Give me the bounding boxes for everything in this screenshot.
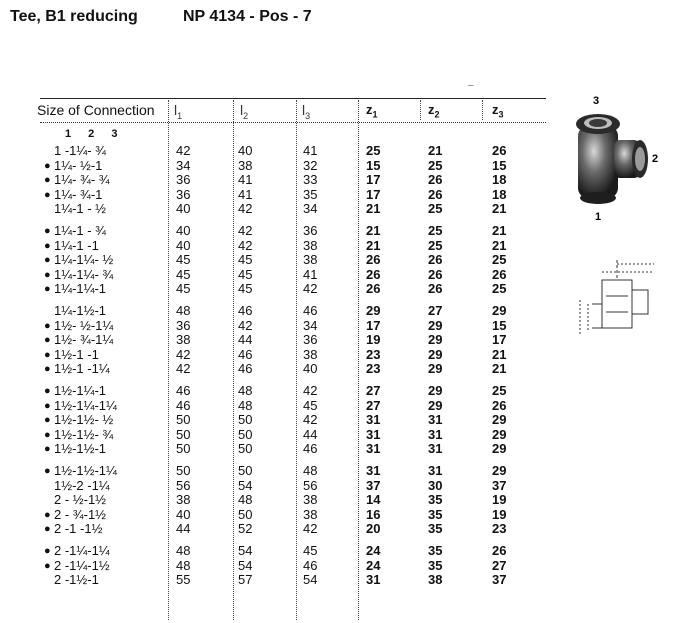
cell-l1: 40 [176, 237, 191, 253]
cell-size: 1½-1½- ½ [54, 412, 114, 428]
cell-l2: 54 [238, 557, 253, 573]
cell-l2: 46 [238, 303, 253, 318]
cell-bullet: ● [44, 268, 51, 281]
table-row [0, 224, 560, 238]
cell-l3: 46 [303, 441, 318, 457]
cell-z1: 15 [366, 157, 381, 173]
table-row [0, 282, 560, 296]
cell-bullet: ● [44, 188, 51, 201]
cell-bullet: ● [44, 334, 51, 347]
port-label-1: 1 [595, 211, 602, 223]
table-row [0, 559, 560, 573]
cell-z2: 26 [428, 172, 443, 188]
cell-size: 1¼-1¼- ½ [54, 252, 114, 268]
cell-z1: 27 [366, 397, 381, 413]
cell-l1: 44 [176, 521, 191, 537]
cell-l1: 40 [176, 223, 191, 238]
cell-z3: 37 [492, 477, 507, 493]
cell-z2: 25 [428, 237, 443, 253]
cell-z2: 21 [428, 143, 443, 158]
cell-l2: 50 [238, 426, 253, 442]
cell-l1: 40 [176, 506, 191, 522]
cell-bullet: ● [44, 508, 51, 521]
table-row [0, 268, 560, 282]
cell-l3: 45 [303, 397, 318, 413]
table-row [0, 413, 560, 427]
table-row [0, 479, 560, 493]
cell-l2: 54 [238, 477, 253, 493]
cell-l1: 36 [176, 317, 191, 333]
cell-z1: 24 [366, 557, 381, 573]
cell-l2: 50 [238, 506, 253, 522]
cell-l3: 48 [303, 463, 318, 478]
cell-l2: 50 [238, 463, 253, 478]
cell-z1: 31 [366, 426, 381, 442]
cell-z3: 29 [492, 463, 507, 478]
table-row [0, 253, 560, 267]
cell-bullet: ● [44, 399, 51, 412]
cell-size: 1¼-1½-1 [54, 303, 107, 318]
cell-size: 1¼- ¾-1 [54, 186, 103, 202]
cell-l1: 48 [176, 557, 191, 573]
cell-l2: 50 [238, 412, 253, 428]
cell-l3: 38 [303, 506, 318, 522]
cell-z3: 21 [492, 201, 507, 217]
cell-size: 2 -1¼-1½ [54, 557, 110, 573]
cell-z3: 23 [492, 521, 507, 537]
cell-l1: 50 [176, 412, 191, 428]
cell-z3: 25 [492, 252, 507, 268]
table-row [0, 573, 560, 587]
cell-z2: 29 [428, 317, 443, 333]
cell-size: 2 - ½-1½ [54, 492, 107, 508]
port-label-3: 3 [593, 95, 600, 107]
cell-z3: 26 [492, 397, 507, 413]
cell-size: 2 -1 -1½ [54, 521, 103, 537]
cell-bullet: ● [44, 159, 51, 172]
cell-l3: 38 [303, 346, 318, 362]
table-row [0, 399, 560, 413]
cell-z3: 15 [492, 317, 507, 333]
cell-size: 1¼- ½-1 [54, 157, 103, 173]
table-row [0, 188, 560, 202]
cell-z3: 29 [492, 303, 507, 318]
cell-z1: 21 [366, 223, 381, 238]
cell-z3: 18 [492, 172, 507, 188]
cell-l3: 34 [303, 201, 318, 217]
table-top-rule [40, 98, 546, 99]
cell-size: 2 - ¾-1½ [54, 506, 107, 522]
cell-l3: 42 [303, 281, 318, 297]
table-row [0, 304, 560, 318]
cell-z2: 31 [428, 463, 443, 478]
cell-size: 1½-1 -1¼ [54, 361, 110, 377]
cell-l3: 38 [303, 252, 318, 268]
port-label-2: 2 [652, 153, 659, 165]
table-row [0, 464, 560, 478]
cell-l3: 38 [303, 492, 318, 508]
cell-z3: 15 [492, 157, 507, 173]
cell-z3: 17 [492, 332, 507, 348]
cell-l2: 46 [238, 361, 253, 377]
cell-z2: 29 [428, 346, 443, 362]
table-row [0, 333, 560, 347]
cell-l1: 38 [176, 332, 191, 348]
cell-z1: 21 [366, 237, 381, 253]
cell-z1: 25 [366, 143, 381, 158]
cell-z1: 19 [366, 332, 381, 348]
cell-l1: 46 [176, 397, 191, 413]
column-header-l3: $l_3$ [302, 102, 311, 121]
cell-z1: 26 [366, 252, 381, 268]
cell-z1: 17 [366, 172, 381, 188]
cell-size: 1¼-1 -1 [54, 237, 99, 253]
table-row [0, 544, 560, 558]
cell-z3: 37 [492, 572, 507, 588]
cell-z1: 23 [366, 346, 381, 362]
cell-l2: 41 [238, 186, 253, 202]
cell-l3: 32 [303, 157, 318, 173]
cell-z3: 21 [492, 361, 507, 377]
column-header-l2: $l_2$ [240, 102, 249, 121]
cell-z2: 38 [428, 572, 443, 588]
cell-bullet: ● [44, 428, 51, 441]
cell-z3: 26 [492, 143, 507, 158]
cell-size: 2 -1¼-1¼ [54, 543, 110, 558]
cell-bullet: ● [44, 283, 51, 296]
table-row [0, 362, 560, 376]
cell-bullet: ● [44, 465, 51, 477]
cell-z2: 30 [428, 477, 443, 493]
cell-size: 1¼-1¼-1 [54, 281, 107, 297]
column-header-z2: $z_2$ [428, 102, 440, 120]
cell-l3: 44 [303, 426, 318, 442]
table-row [0, 144, 560, 158]
cell-z1: 31 [366, 572, 381, 588]
cell-z1: 37 [366, 477, 381, 493]
cell-l1: 56 [176, 477, 191, 493]
cell-bullet: ● [44, 254, 51, 267]
cell-z3: 25 [492, 281, 507, 297]
cell-size: 1½-1½-1¼ [54, 463, 117, 478]
cell-l1: 42 [176, 361, 191, 377]
cell-z2: 35 [428, 557, 443, 573]
cell-z2: 26 [428, 252, 443, 268]
cell-l2: 48 [238, 492, 253, 508]
cell-bullet: ● [44, 363, 51, 376]
cell-z2: 29 [428, 332, 443, 348]
cell-z3: 29 [492, 426, 507, 442]
column-divider-z2 [420, 100, 421, 120]
cell-l1: 42 [176, 143, 191, 158]
table-header-rule [40, 122, 546, 123]
column-header-l1: $l_1$ [174, 102, 183, 121]
cell-size: 1½-1¼-1 [54, 383, 107, 398]
table-row [0, 348, 560, 362]
cell-z1: 26 [366, 266, 381, 282]
cell-z3: 26 [492, 266, 507, 282]
cell-l3: 42 [303, 521, 318, 537]
cell-l3: 36 [303, 223, 318, 238]
column-header-z3: $z_3$ [492, 102, 504, 120]
cell-z2: 26 [428, 281, 443, 297]
cell-z3: 25 [492, 383, 507, 398]
cell-l1: 46 [176, 383, 191, 398]
cell-z1: 31 [366, 412, 381, 428]
table-row [0, 508, 560, 522]
cell-z1: 17 [366, 186, 381, 202]
cell-bullet: ● [44, 523, 51, 536]
cell-l2: 38 [238, 157, 253, 173]
decorative-tick: – [468, 80, 474, 91]
table-row [0, 202, 560, 216]
cell-l2: 44 [238, 332, 253, 348]
cell-l3: 35 [303, 186, 318, 202]
cell-l3: 46 [303, 303, 318, 318]
cell-z3: 29 [492, 412, 507, 428]
cell-z2: 29 [428, 397, 443, 413]
cell-l3: 33 [303, 172, 318, 188]
cell-size: 1½-1½-1 [54, 441, 107, 457]
cell-z2: 29 [428, 361, 443, 377]
cell-z2: 29 [428, 383, 443, 398]
cell-l2: 40 [238, 143, 253, 158]
cell-l1: 34 [176, 157, 191, 173]
cell-l3: 40 [303, 361, 318, 377]
cell-l2: 45 [238, 266, 253, 282]
cell-z1: 29 [366, 303, 381, 318]
cell-z1: 16 [366, 506, 381, 522]
cell-size: 1¼-1 - ½ [54, 201, 107, 217]
cell-z3: 21 [492, 237, 507, 253]
cell-z3: 21 [492, 346, 507, 362]
cell-size: 1¼-1 - ¾ [54, 223, 107, 238]
cell-l2: 46 [238, 346, 253, 362]
cell-l3: 38 [303, 237, 318, 253]
cell-l1: 50 [176, 426, 191, 442]
table-row [0, 493, 560, 507]
cell-l1: 55 [176, 572, 191, 588]
port-index-header: 1 2 3 [65, 128, 118, 140]
cell-z2: 25 [428, 157, 443, 173]
cell-bullet: ● [44, 385, 51, 397]
cell-size: 1½-1½- ¾ [54, 426, 114, 442]
cell-bullet: ● [44, 443, 51, 456]
cell-size: 1¼-1¼- ¾ [54, 266, 114, 282]
cell-z2: 35 [428, 506, 443, 522]
cell-z2: 26 [428, 186, 443, 202]
table-row [0, 428, 560, 442]
cell-z1: 31 [366, 463, 381, 478]
cell-l2: 42 [238, 201, 253, 217]
cell-z3: 27 [492, 557, 507, 573]
table-row [0, 173, 560, 187]
cell-l2: 50 [238, 441, 253, 457]
cell-l3: 42 [303, 383, 318, 398]
tee-fitting-photo [556, 94, 666, 224]
column-header-z1: $z_1$ [366, 102, 378, 120]
cell-z1: 31 [366, 441, 381, 457]
cell-z3: 26 [492, 543, 507, 558]
cell-l3: 36 [303, 332, 318, 348]
cell-z1: 14 [366, 492, 381, 508]
cell-z2: 35 [428, 543, 443, 558]
product-title: Tee, B1 reducing [10, 8, 138, 25]
cell-bullet: ● [44, 174, 51, 187]
product-code: NP 4134 - Pos - 7 [183, 8, 312, 25]
cell-bullet: ● [44, 225, 51, 237]
cell-l3: 41 [303, 143, 318, 158]
cell-z1: 20 [366, 521, 381, 537]
cell-bullet: ● [44, 239, 51, 252]
cell-z1: 27 [366, 383, 381, 398]
cell-z2: 26 [428, 266, 443, 282]
cell-l2: 42 [238, 317, 253, 333]
cell-z1: 21 [366, 201, 381, 217]
table-row [0, 442, 560, 456]
cell-z2: 25 [428, 223, 443, 238]
cell-l2: 54 [238, 543, 253, 558]
cell-l2: 42 [238, 237, 253, 253]
cell-z2: 25 [428, 201, 443, 217]
cell-z1: 26 [366, 281, 381, 297]
table-row [0, 239, 560, 253]
cell-l1: 45 [176, 281, 191, 297]
cell-l1: 45 [176, 266, 191, 282]
cell-bullet: ● [44, 559, 51, 572]
cell-z3: 21 [492, 223, 507, 238]
cell-size: 1 -1¼- ¾ [54, 143, 107, 158]
cell-z3: 18 [492, 186, 507, 202]
cell-z2: 35 [428, 521, 443, 537]
cell-l2: 48 [238, 397, 253, 413]
cell-l3: 41 [303, 266, 318, 282]
cell-l1: 48 [176, 543, 191, 558]
cell-l1: 50 [176, 441, 191, 457]
cell-size: 1½-1¼-1¼ [54, 397, 117, 413]
table-row [0, 159, 560, 173]
cell-l2: 42 [238, 223, 253, 238]
cell-size: 1½- ½-1¼ [54, 317, 114, 333]
cell-l2: 45 [238, 252, 253, 268]
column-header-size: Size of Connection [37, 102, 155, 118]
table-row [0, 319, 560, 333]
cell-z2: 35 [428, 492, 443, 508]
cell-z2: 31 [428, 412, 443, 428]
cell-bullet: ● [44, 414, 51, 427]
cell-z3: 19 [492, 492, 507, 508]
cell-l3: 54 [303, 572, 318, 588]
column-divider-z3 [482, 100, 483, 120]
cell-size: 1½-1 -1 [54, 346, 99, 362]
tee-dimension-drawing [562, 250, 662, 340]
cell-l1: 40 [176, 201, 191, 217]
cell-l1: 38 [176, 492, 191, 508]
cell-l2: 52 [238, 521, 253, 537]
table-row [0, 384, 560, 398]
cell-l1: 42 [176, 346, 191, 362]
cell-l3: 45 [303, 543, 318, 558]
cell-l1: 50 [176, 463, 191, 478]
cell-z2: 31 [428, 441, 443, 457]
cell-l1: 45 [176, 252, 191, 268]
cell-size: 2 -1½-1 [54, 572, 99, 588]
cell-bullet: ● [44, 545, 51, 557]
cell-size: 1½- ¾-1¼ [54, 332, 114, 348]
cell-z2: 27 [428, 303, 443, 318]
cell-z1: 24 [366, 543, 381, 558]
cell-l3: 42 [303, 412, 318, 428]
cell-z2: 31 [428, 426, 443, 442]
cell-bullet: ● [44, 319, 51, 332]
cell-l1: 48 [176, 303, 191, 318]
cell-z3: 29 [492, 441, 507, 457]
cell-l2: 48 [238, 383, 253, 398]
cell-l1: 36 [176, 186, 191, 202]
cell-l1: 36 [176, 172, 191, 188]
table-row [0, 522, 560, 536]
cell-size: 1¼- ¾- ¾ [54, 172, 110, 188]
cell-z1: 17 [366, 317, 381, 333]
cell-l2: 57 [238, 572, 253, 588]
cell-l3: 46 [303, 557, 318, 573]
cell-l2: 45 [238, 281, 253, 297]
cell-bullet: ● [44, 348, 51, 361]
cell-l2: 41 [238, 172, 253, 188]
cell-size: 1½-2 -1¼ [54, 477, 110, 493]
cell-l3: 34 [303, 317, 318, 333]
cell-z3: 19 [492, 506, 507, 522]
cell-z1: 23 [366, 361, 381, 377]
cell-l3: 56 [303, 477, 318, 493]
